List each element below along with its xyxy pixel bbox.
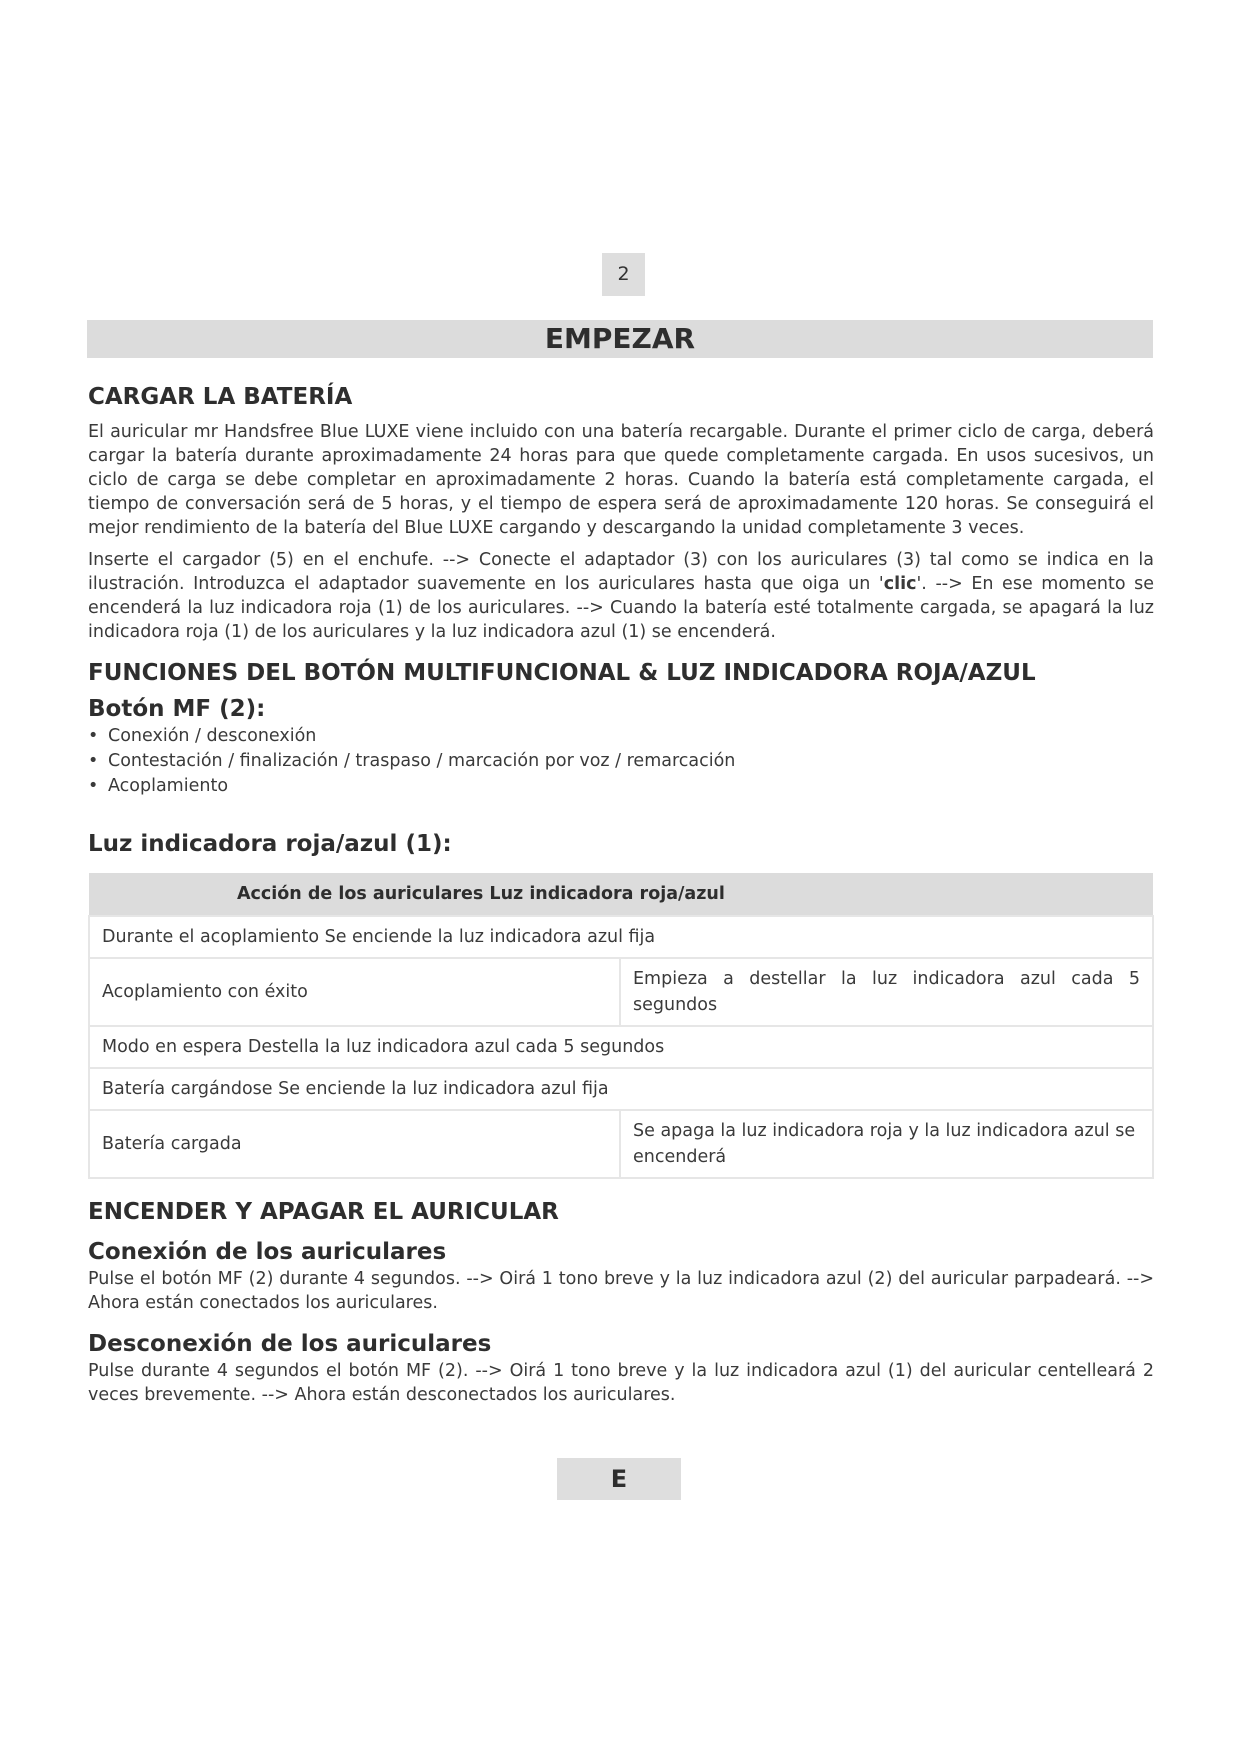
charge-paragraph-2 [88, 548, 1154, 644]
power-on-text: Pulse el botón MF (2) durante 4 segundos. --> Oirá 1 tono breve y la luz indicadora azul (2) del auricular parpadeará. --> Ahora están conectados los auriculares. [88, 1269, 1154, 1313]
table-row [89, 1068, 1153, 1110]
led-title: Luz indicadora roja/azul (1): [88, 831, 452, 857]
power-on-title: Conexión de los auriculares [88, 1239, 447, 1265]
list-item: • Conexión / desconexión [88, 724, 1154, 749]
table-row [89, 1110, 1153, 1178]
list-item: • Acoplamiento [88, 774, 1154, 799]
table-cell: Acoplamiento con éxito [89, 958, 620, 1026]
led-table [88, 873, 1154, 1179]
table-header: Acción de los auriculares Luz indicadora roja/azul [89, 873, 1153, 916]
table-row [89, 916, 1153, 958]
page-number: 2 [602, 253, 645, 296]
table-row [89, 958, 1153, 1026]
power-off-title: Desconexión de los auriculares [88, 1331, 492, 1357]
language-tab: E [557, 1458, 681, 1500]
table-cell: Empieza a destellar la luz indicadora azul cada 5 segundos [620, 958, 1153, 1026]
power-heading: ENCENDER Y APAGAR EL AURICULAR [88, 1199, 559, 1225]
main-content [88, 378, 1154, 1407]
charge-paragraph-1: El auricular mr Handsfree Blue LUXE viene incluido con una batería recargable. Durante el primer ciclo de carga, deberá cargar la batería durante aproximadamente 24 horas para que quede completamente cargada. En usos sucesivos, un ciclo de carga se debe completar en aproximadamente 2 horas. Cuando la batería está completamente cargada, el tiempo de conversación será de 5 horas, y el tiempo de espera será de aproximadamente 120 horas. Se conseguirá el mejor rendimiento de la batería del Blue LUXE cargando y descargando la unidad completamente 3 veces. [88, 422, 1154, 538]
table-cell: Durante el acoplamiento Se enciende la luz indicadora azul fija [89, 916, 1153, 958]
charge-heading: CARGAR LA BATERÍA [88, 384, 353, 410]
mf-button-title: Botón MF (2): [88, 696, 266, 722]
table-cell: Batería cargándose Se enciende la luz indicadora azul fija [89, 1068, 1153, 1110]
section-title: EMPEZAR [87, 320, 1153, 358]
table-row [89, 1026, 1153, 1068]
list-item: • Contestación / finalización / traspaso / marcación por voz / remarcación [88, 749, 1154, 774]
charge-paragraph-2-b: '. --> En ese momento se encenderá la luz indicadora roja (1) de los auriculares. --> Cuando la batería esté totalmente cargada, se apagará la luz indicadora roja (1) de los auriculares y la luz indicadora azul (1) se encenderá. [88, 574, 1154, 642]
table-cell: Modo en espera Destella la luz indicadora azul cada 5 segundos [89, 1026, 1153, 1068]
functions-heading: FUNCIONES DEL BOTÓN MULTIFUNCIONAL & LUZ INDICADORA ROJA/AZUL [88, 660, 1036, 686]
mf-function-list [88, 724, 1154, 799]
power-off-text: Pulse durante 4 segundos el botón MF (2). --> Oirá 1 tono breve y la luz indicadora azul (1) del auricular centelleará 2 veces brevemente. --> Ahora están desconectados los auriculares. [88, 1361, 1154, 1405]
charge-paragraph-2-a: Inserte el cargador (5) en el enchufe. --> Conecte el adaptador (3) con los auriculares (3) tal como se indica en la ilustración. Introduzca el adaptador suavemente en los auriculares hasta que oiga un ' [88, 550, 1154, 594]
table-cell: Se apaga la luz indicadora roja y la luz indicadora azul se encenderá [620, 1110, 1153, 1178]
click-word: clic [883, 574, 917, 594]
table-cell: Batería cargada [89, 1110, 620, 1178]
